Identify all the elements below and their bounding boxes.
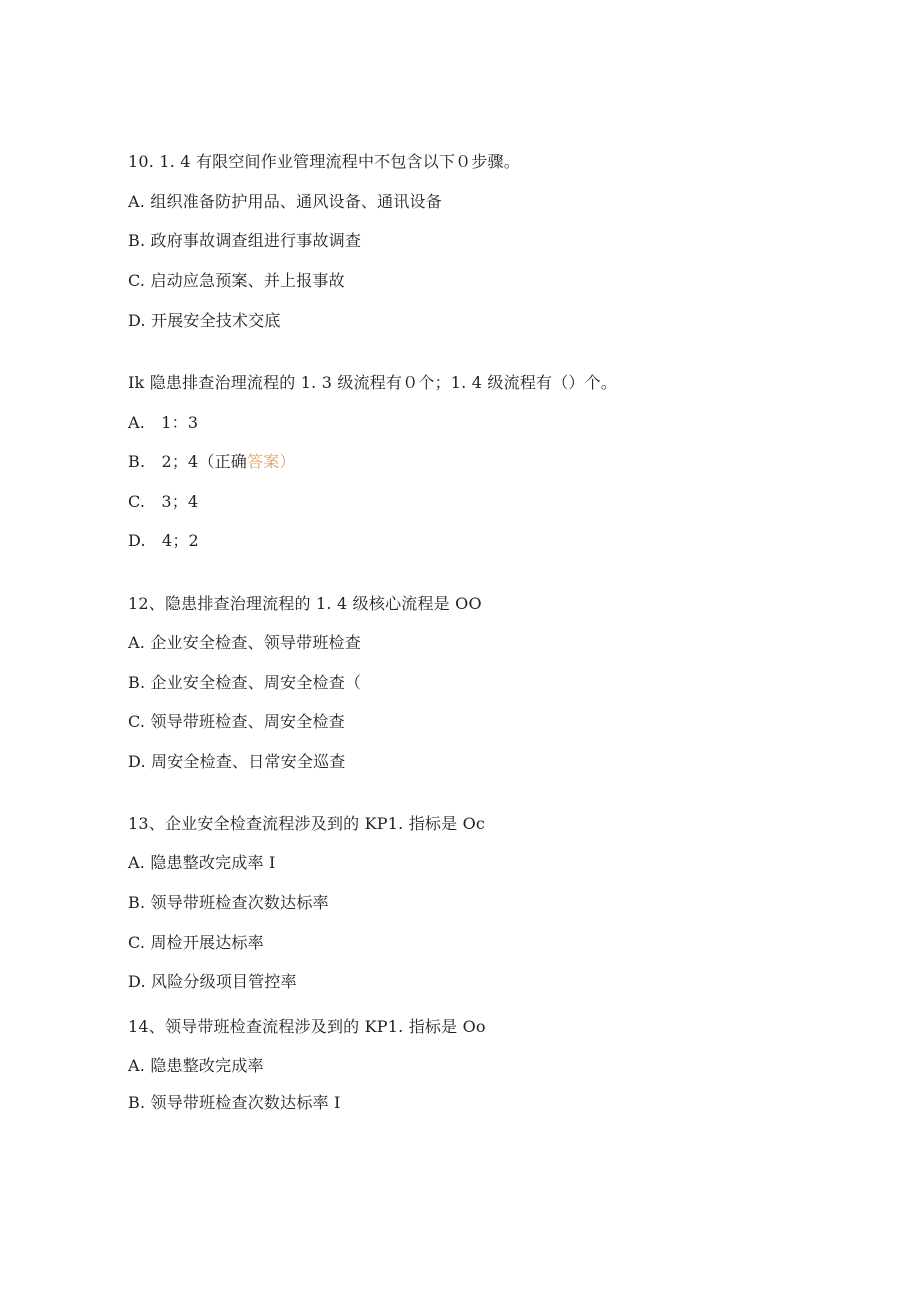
question-11-option-d: D. 4；2: [128, 531, 199, 550]
question-10-option-b: B. 政府事故调查组进行事故调查: [128, 231, 362, 250]
question-14-option-b: B. 领导带班检查次数达标率 I: [128, 1093, 341, 1112]
question-10-option-d: D. 开展安全技术交底: [128, 311, 281, 330]
question-14-stem: 14、领导带班检查流程涉及到的 KP1. 指标是 Oo: [128, 1017, 486, 1036]
question-12-option-b: B. 企业安全检查、周安全检查（: [128, 673, 362, 692]
question-13-option-c: C. 周检开展达标率: [128, 933, 264, 952]
question-10-option-c: C. 启动应急预案、并上报事故: [128, 271, 345, 290]
question-11-stem: Ik 隐患排查治理流程的 1. 3 级流程有０个；1. 4 级流程有（）个。: [128, 373, 618, 392]
question-11-option-b: [128, 452, 296, 472]
question-13-option-b: B. 领导带班检查次数达标率: [128, 893, 329, 912]
question-12-option-c: C. 领导带班检查、周安全检查: [128, 712, 345, 731]
question-12-option-d: D. 周安全检查、日常安全巡查: [128, 752, 346, 771]
question-11-option-a: A. 1：3: [128, 413, 199, 432]
question-11-option-c: C. 3；4: [128, 492, 199, 511]
question-10-option-a: A. 组织准备防护用品、通风设备、通讯设备: [128, 192, 442, 211]
question-10-stem: 10. 1. 4 有限空间作业管理流程中不包含以下０步骤。: [128, 152, 520, 171]
answer-highlight: 答案）: [247, 452, 296, 471]
question-13-option-a: A. 隐患整改完成率 I: [128, 853, 276, 872]
question-13-option-d: D. 风险分级项目管控率: [128, 972, 297, 991]
question-14-option-a: A. 隐患整改完成率: [128, 1056, 264, 1075]
question-11-option-b-text: B. 2；4（正确: [128, 452, 248, 471]
question-12-stem: 12、隐患排查治理流程的 1. 4 级核心流程是 OO: [128, 594, 482, 613]
question-12-option-a: A. 企业安全检查、领导带班检查: [128, 633, 361, 652]
question-13-stem: 13、企业安全检查流程涉及到的 KP1. 指标是 Oc: [128, 814, 486, 833]
